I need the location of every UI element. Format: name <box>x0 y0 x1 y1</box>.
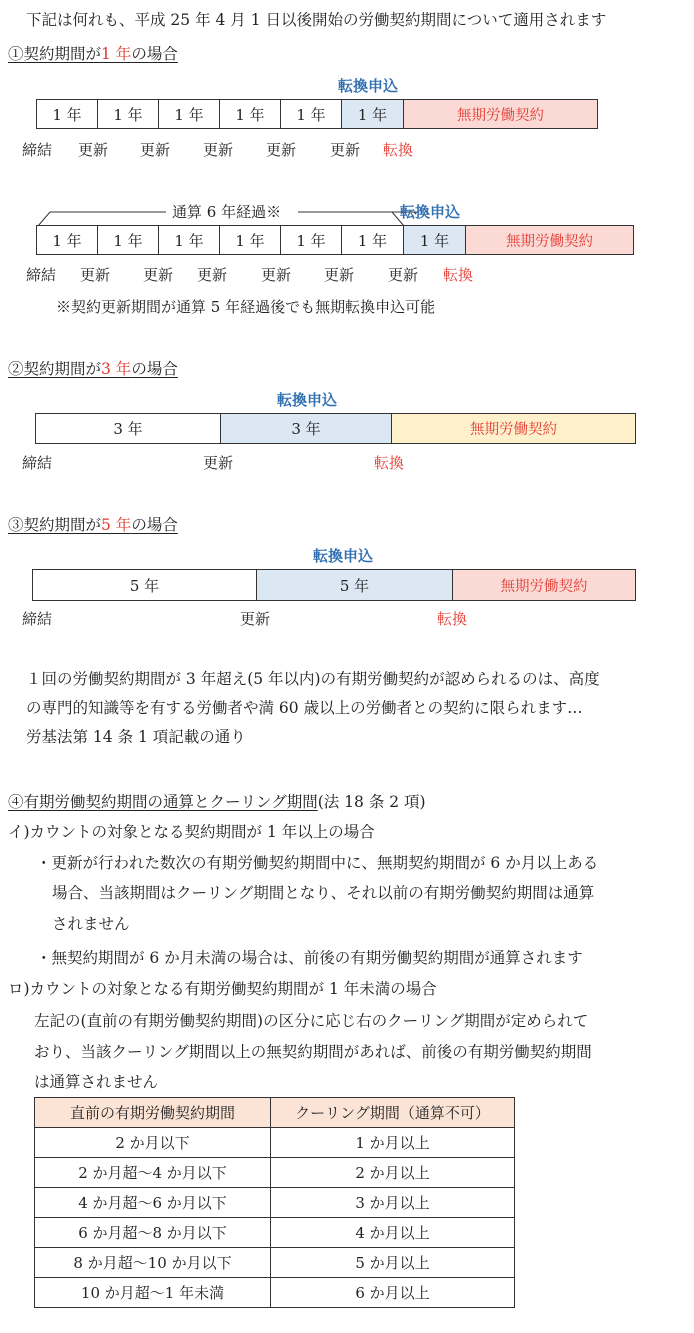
permanent-contract-cell: 無期労働契約 <box>404 100 597 128</box>
label-renewal: 更新 <box>203 454 234 472</box>
table-cell: 5 か月以上 <box>271 1248 515 1278</box>
table-row <box>35 1278 515 1308</box>
table-cell: 1 か月以上 <box>271 1128 515 1158</box>
section3-timeline-bar <box>32 569 636 601</box>
label-renewal: 更新 <box>203 141 234 159</box>
label-conclusion: 締結 <box>22 141 53 159</box>
table-row <box>35 1128 515 1158</box>
label-renewal: 更新 <box>143 266 174 284</box>
conversion-period-cell: 3 年 <box>221 414 392 443</box>
period-cell: 1 年 <box>281 100 342 128</box>
table-cell: 2 か月以上 <box>271 1158 515 1188</box>
section1b-timeline-bar <box>36 225 634 255</box>
permanent-contract-cell: 無期労働契約 <box>392 414 635 443</box>
period-cell: 3 年 <box>36 414 221 443</box>
section3-title-prefix: ③契約期間が <box>8 516 102 534</box>
period-cell: 1 年 <box>220 226 281 254</box>
period-cell: 1 年 <box>342 226 404 254</box>
table-row <box>35 1248 515 1278</box>
section3-apply-label: 転換申込 <box>313 547 374 565</box>
table-cell: 6 か月超～8 か月以下 <box>35 1218 271 1248</box>
label-renewal: 更新 <box>266 141 297 159</box>
section2-title <box>8 357 178 379</box>
section4-title <box>8 788 426 817</box>
period-cell: 1 年 <box>98 100 159 128</box>
label-renewal: 更新 <box>140 141 171 159</box>
period-cell: 1 年 <box>159 100 220 128</box>
table-cell: 10 か月超～1 年未満 <box>35 1278 271 1308</box>
conversion-period-cell: 1 年 <box>342 100 404 128</box>
label-renewal: 更新 <box>197 266 228 284</box>
table-cell: 4 か月以上 <box>271 1218 515 1248</box>
section3-title-highlight: 5 年 <box>101 516 132 534</box>
section1-title <box>8 42 178 64</box>
table-row <box>35 1158 515 1188</box>
period-cell: 1 年 <box>220 100 281 128</box>
paragraph-line: の専門的知識等を有する労働者や満 60 歳以上の労働者との契約に限られます… <box>26 699 583 717</box>
ro-line: 左記の(直前の有期労働契約期間)の区分に応じ右のクーリング期間が定められて <box>34 1012 589 1030</box>
section4-i-heading: イ)カウントの対象となる契約期間が 1 年以上の場合 <box>8 823 375 841</box>
paragraph-line: １回の労働契約期間が 3 年超え(5 年以内)の有期労働契約が認められるのは、高度 <box>26 670 600 688</box>
cooling-period-table <box>34 1097 515 1308</box>
bullet-line: ・更新が行われた数次の有期労働契約期間中に、無期契約期間が 6 か月以上ある <box>36 854 599 872</box>
label-renewal: 更新 <box>80 266 111 284</box>
label-renewal: 更新 <box>261 266 292 284</box>
bullet-line: ・無契約期間が 6 か月未満の場合は、前後の有期労働契約期間が通算されます <box>36 949 583 967</box>
section2-timeline-bar <box>35 413 636 444</box>
section4-ro-heading: ロ)カウントの対象となる有期労働契約期間が 1 年未満の場合 <box>8 980 437 998</box>
section2-title-prefix: ②契約期間が <box>8 360 102 378</box>
section1-apply-label: 転換申込 <box>338 77 399 95</box>
table-header-cell: 直前の有期労働契約期間 <box>35 1098 271 1128</box>
conversion-period-cell: 1 年 <box>404 226 466 254</box>
section4-title-main: ④有期労働契約期間の通算とクーリング期間 <box>8 793 318 811</box>
section2-title-suffix: の場合 <box>131 360 178 378</box>
table-cell: 8 か月超～10 か月以下 <box>35 1248 271 1278</box>
label-conversion: 転換 <box>383 141 414 159</box>
conversion-period-cell: 5 年 <box>257 570 453 600</box>
label-renewal: 更新 <box>388 266 419 284</box>
label-renewal: 更新 <box>324 266 355 284</box>
table-header-cell: クーリング期間（通算不可） <box>271 1098 515 1128</box>
label-conversion: 転換 <box>374 454 405 472</box>
period-cell: 1 年 <box>37 100 98 128</box>
period-cell: 5 年 <box>33 570 257 600</box>
section1-title-suffix: の場合 <box>131 45 178 63</box>
section1-title-prefix: ①契約期間が <box>8 45 102 63</box>
paragraph-line: 労基法第 14 条 1 項記載の通り <box>26 728 246 746</box>
section2-title-highlight: 3 年 <box>101 360 132 378</box>
label-conversion: 転換 <box>437 610 468 628</box>
section2-apply-label: 転換申込 <box>277 391 338 409</box>
section3-title-suffix: の場合 <box>131 516 178 534</box>
label-conclusion: 締結 <box>22 610 53 628</box>
label-conclusion: 締結 <box>22 454 53 472</box>
label-conclusion: 締結 <box>26 266 57 284</box>
label-conversion: 転換 <box>443 266 474 284</box>
bullet-line: されません <box>52 915 130 933</box>
intro-text: 下記は何れも、平成 25 年 4 月 1 日以後開始の労働契約期間について適用されます <box>26 11 607 29</box>
section4-title-suffix: (法 18 条 2 項) <box>317 793 426 811</box>
table-cell: 2 か月超～4 か月以下 <box>35 1158 271 1188</box>
label-renewal: 更新 <box>78 141 109 159</box>
permanent-contract-cell: 無期労働契約 <box>453 570 635 600</box>
cumulative-label: 通算 6 年経過※ <box>172 203 282 221</box>
section1-title-highlight: 1 年 <box>101 45 132 63</box>
period-cell: 1 年 <box>98 226 159 254</box>
period-cell: 1 年 <box>37 226 98 254</box>
section1b-apply-label: 転換申込 <box>400 203 461 221</box>
period-cell: 1 年 <box>281 226 342 254</box>
table-cell: 2 か月以下 <box>35 1128 271 1158</box>
bullet-line: 場合、当該期間はクーリング期間となり、それ以前の有期労働契約期間は通算 <box>52 884 595 902</box>
table-cell: 6 か月以上 <box>271 1278 515 1308</box>
table-row <box>35 1188 515 1218</box>
label-renewal: 更新 <box>240 610 271 628</box>
ro-line: おり、当該クーリング期間以上の無契約期間があれば、前後の有期労働契約期間 <box>34 1043 592 1061</box>
ro-line: は通算されません <box>34 1073 159 1091</box>
period-cell: 1 年 <box>159 226 220 254</box>
table-cell: 3 か月以上 <box>271 1188 515 1218</box>
permanent-contract-cell: 無期労働契約 <box>466 226 633 254</box>
table-header-row <box>35 1098 515 1128</box>
table-cell: 4 か月超～6 か月以下 <box>35 1188 271 1218</box>
section1-timeline-bar <box>36 99 598 129</box>
label-renewal: 更新 <box>330 141 361 159</box>
table-row <box>35 1218 515 1248</box>
section3-title <box>8 513 178 535</box>
section1b-note: ※契約更新期間が通算 5 年経過後でも無期転換申込可能 <box>56 298 436 316</box>
